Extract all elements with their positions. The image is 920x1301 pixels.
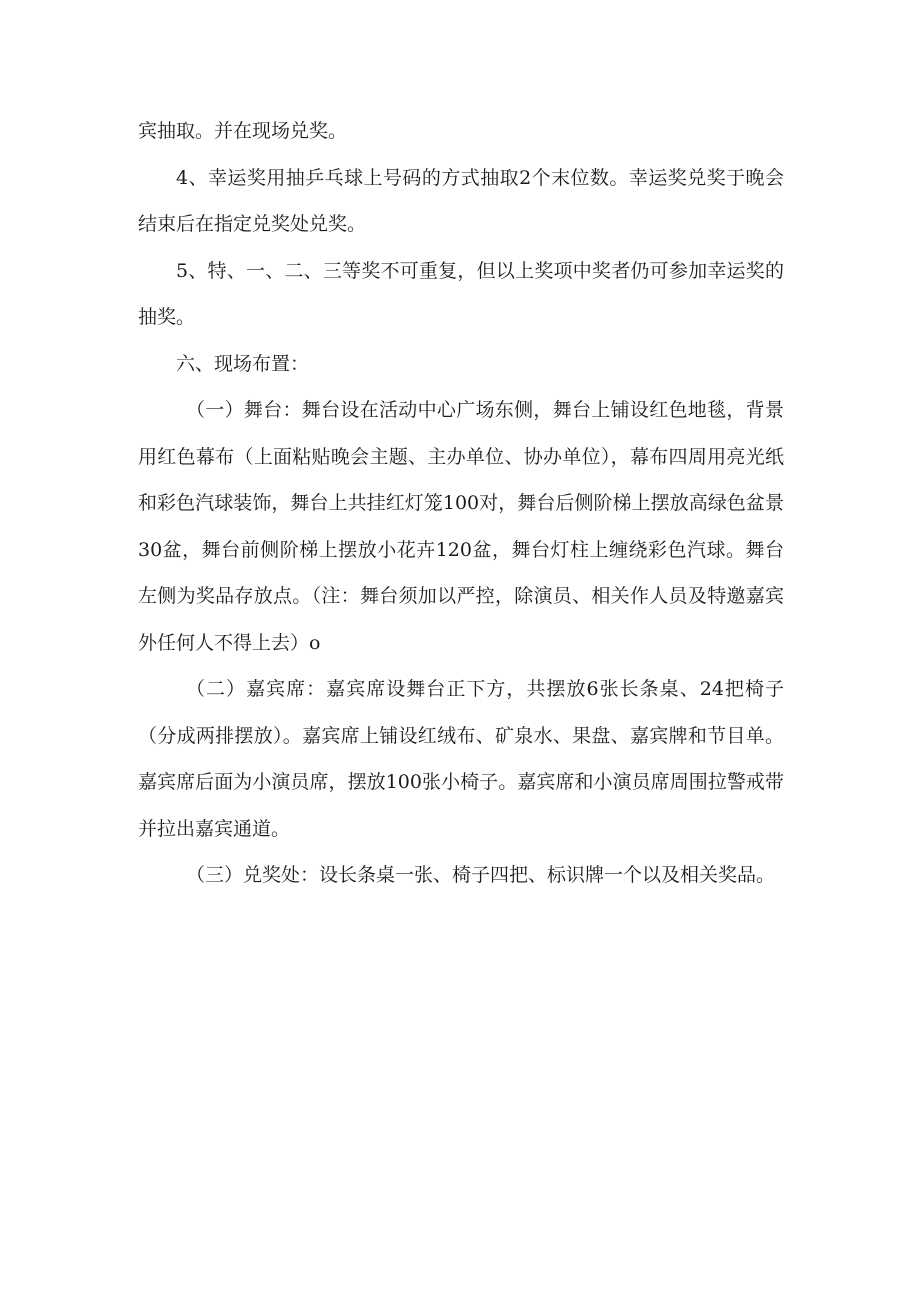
- paragraph-guest-seating: （二）嘉宾席：嘉宾席设舞台正下方，共摆放6张长条桌、24把椅子（分成两排摆放）。嘉宾席上铺设红绒布、矿泉水、果盘、嘉宾牌和节目单。嘉宾席后面为小演员席，摆放100张小椅子。嘉宾席和小演员席周围拉警戒带并拉出嘉宾通道。: [138, 678, 784, 840]
- document-body: [138, 108, 784, 899]
- paragraph-stage: （一）舞台：舞台设在活动中心广场东侧，舞台上铺设红色地毯，背景用红色幕布（上面粘贴晚会主题、主办单位、协办单位），幕布四周用亮光纸和彩色汽球装饰，舞台上共挂红灯笼100对，舞台后侧阶梯上摆放高绿色盆景30盆，舞台前侧阶梯上摆放小花卉120盆，舞台灯柱上缠绕彩色汽球。舞台左侧为奖品存放点。（注：舞台须加以严控，除演员、相关作人员及特邀嘉宾外任何人不得上去）o: [138, 399, 784, 654]
- paragraph-item-4: 4、幸运奖用抽乒乓球上号码的方式抽取2个末位数。幸运奖兑奖于晚会结束后在指定兑奖处兑奖。: [138, 166, 784, 235]
- paragraph-item-5: 5、特、一、二、三等奖不可重复，但以上奖项中奖者仍可参加幸运奖的抽奖。: [138, 259, 784, 328]
- section-heading-site-layout: 六、现场布置：: [176, 352, 310, 375]
- paragraph-continuation: 宾抽取。并在现场兑奖。: [138, 120, 348, 142]
- paragraph-prize-desk: （三）兑奖处：设长条桌一张、椅子四把、标识牌一个以及相关奖品。: [186, 864, 776, 886]
